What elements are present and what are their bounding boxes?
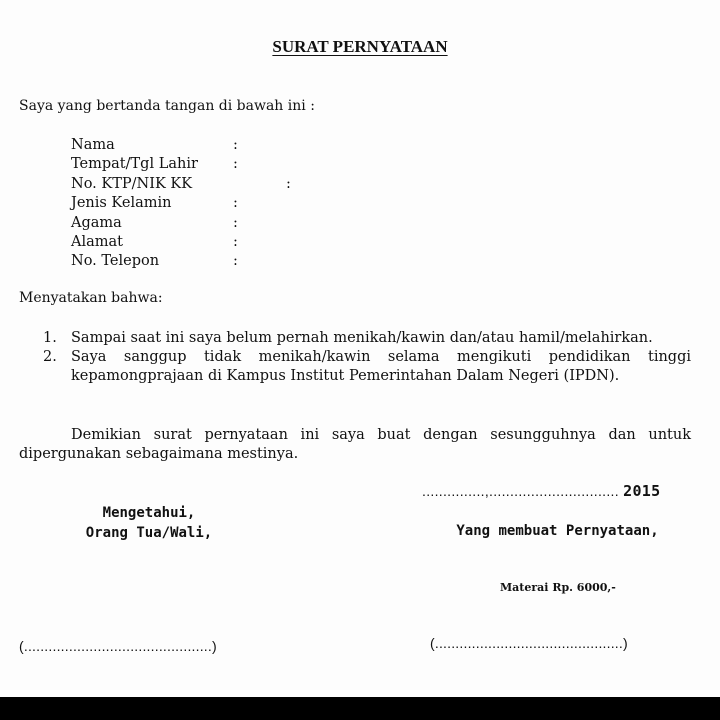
list-number: 1. — [43, 330, 57, 346]
field-no-ktp — [71, 175, 291, 194]
field-nama — [71, 136, 238, 155]
bottom-bar — [0, 697, 720, 720]
date-placeholder: ...............,............................... — [422, 483, 624, 499]
list-text: Sampai saat ini saya belum pernah menikah/kawin dan/atau hamil/melahirkan. — [71, 330, 653, 346]
list-item — [43, 348, 691, 386]
intro-text: Saya yang bertanda tangan di bawah ini : — [19, 98, 315, 114]
field-agama — [71, 214, 238, 233]
acknowledge-label: Mengetahui, — [102, 505, 196, 521]
field-alamat — [71, 233, 238, 252]
guardian-label: Orang Tua/Wali, — [85, 525, 213, 541]
field-colon: : — [233, 214, 238, 231]
field-no-telepon — [71, 252, 238, 271]
maker-label: Yang membuat Pernyataan, — [456, 523, 659, 539]
field-colon: : — [233, 195, 238, 212]
field-label: Agama — [71, 214, 122, 231]
statement-intro: Menyatakan bahwa: — [19, 290, 163, 306]
field-colon: : — [233, 253, 238, 270]
list-number: 2. — [43, 349, 57, 365]
field-colon: : — [233, 137, 238, 153]
field-label: No. KTP/NIK KK — [71, 175, 193, 192]
acknowledgement-block — [64, 503, 234, 543]
field-label: No. Telepon — [71, 253, 160, 270]
field-label: Alamat — [71, 233, 123, 250]
field-colon: : — [286, 175, 291, 192]
field-label: Jenis Kelamin — [71, 195, 172, 212]
list-text: Saya sanggup tidak menikah/kawin selama mengikuti pendidikan tinggi kepamongprajaan di Kampus Institut Pemerintahan Dalam Negeri (IPDN). — [71, 349, 691, 384]
list-item — [43, 329, 691, 348]
field-label: Tempat/Tgl Lahir — [71, 156, 198, 173]
document-title: SURAT PERNYATAAN — [272, 37, 448, 56]
maker-signature-line: (..............................................) — [430, 635, 628, 651]
closing-paragraph: Demikian surat pernyataan ini saya buat dengan sesungguhnya dan untuk dipergunakan sebagaimana mestinya. — [19, 427, 691, 462]
field-label: Nama — [71, 137, 115, 153]
identity-fields — [71, 136, 291, 272]
field-colon: : — [233, 156, 238, 173]
field-jenis-kelamin — [71, 194, 238, 213]
field-tempat-tgl-lahir — [71, 155, 238, 174]
guardian-signature-line: (..............................................) — [19, 638, 217, 654]
date-line — [422, 482, 660, 500]
materai-label: Materai Rp. 6000,- — [500, 581, 616, 594]
field-colon: : — [233, 233, 238, 250]
statement-list — [43, 329, 691, 386]
date-year: 2015 — [623, 482, 661, 500]
